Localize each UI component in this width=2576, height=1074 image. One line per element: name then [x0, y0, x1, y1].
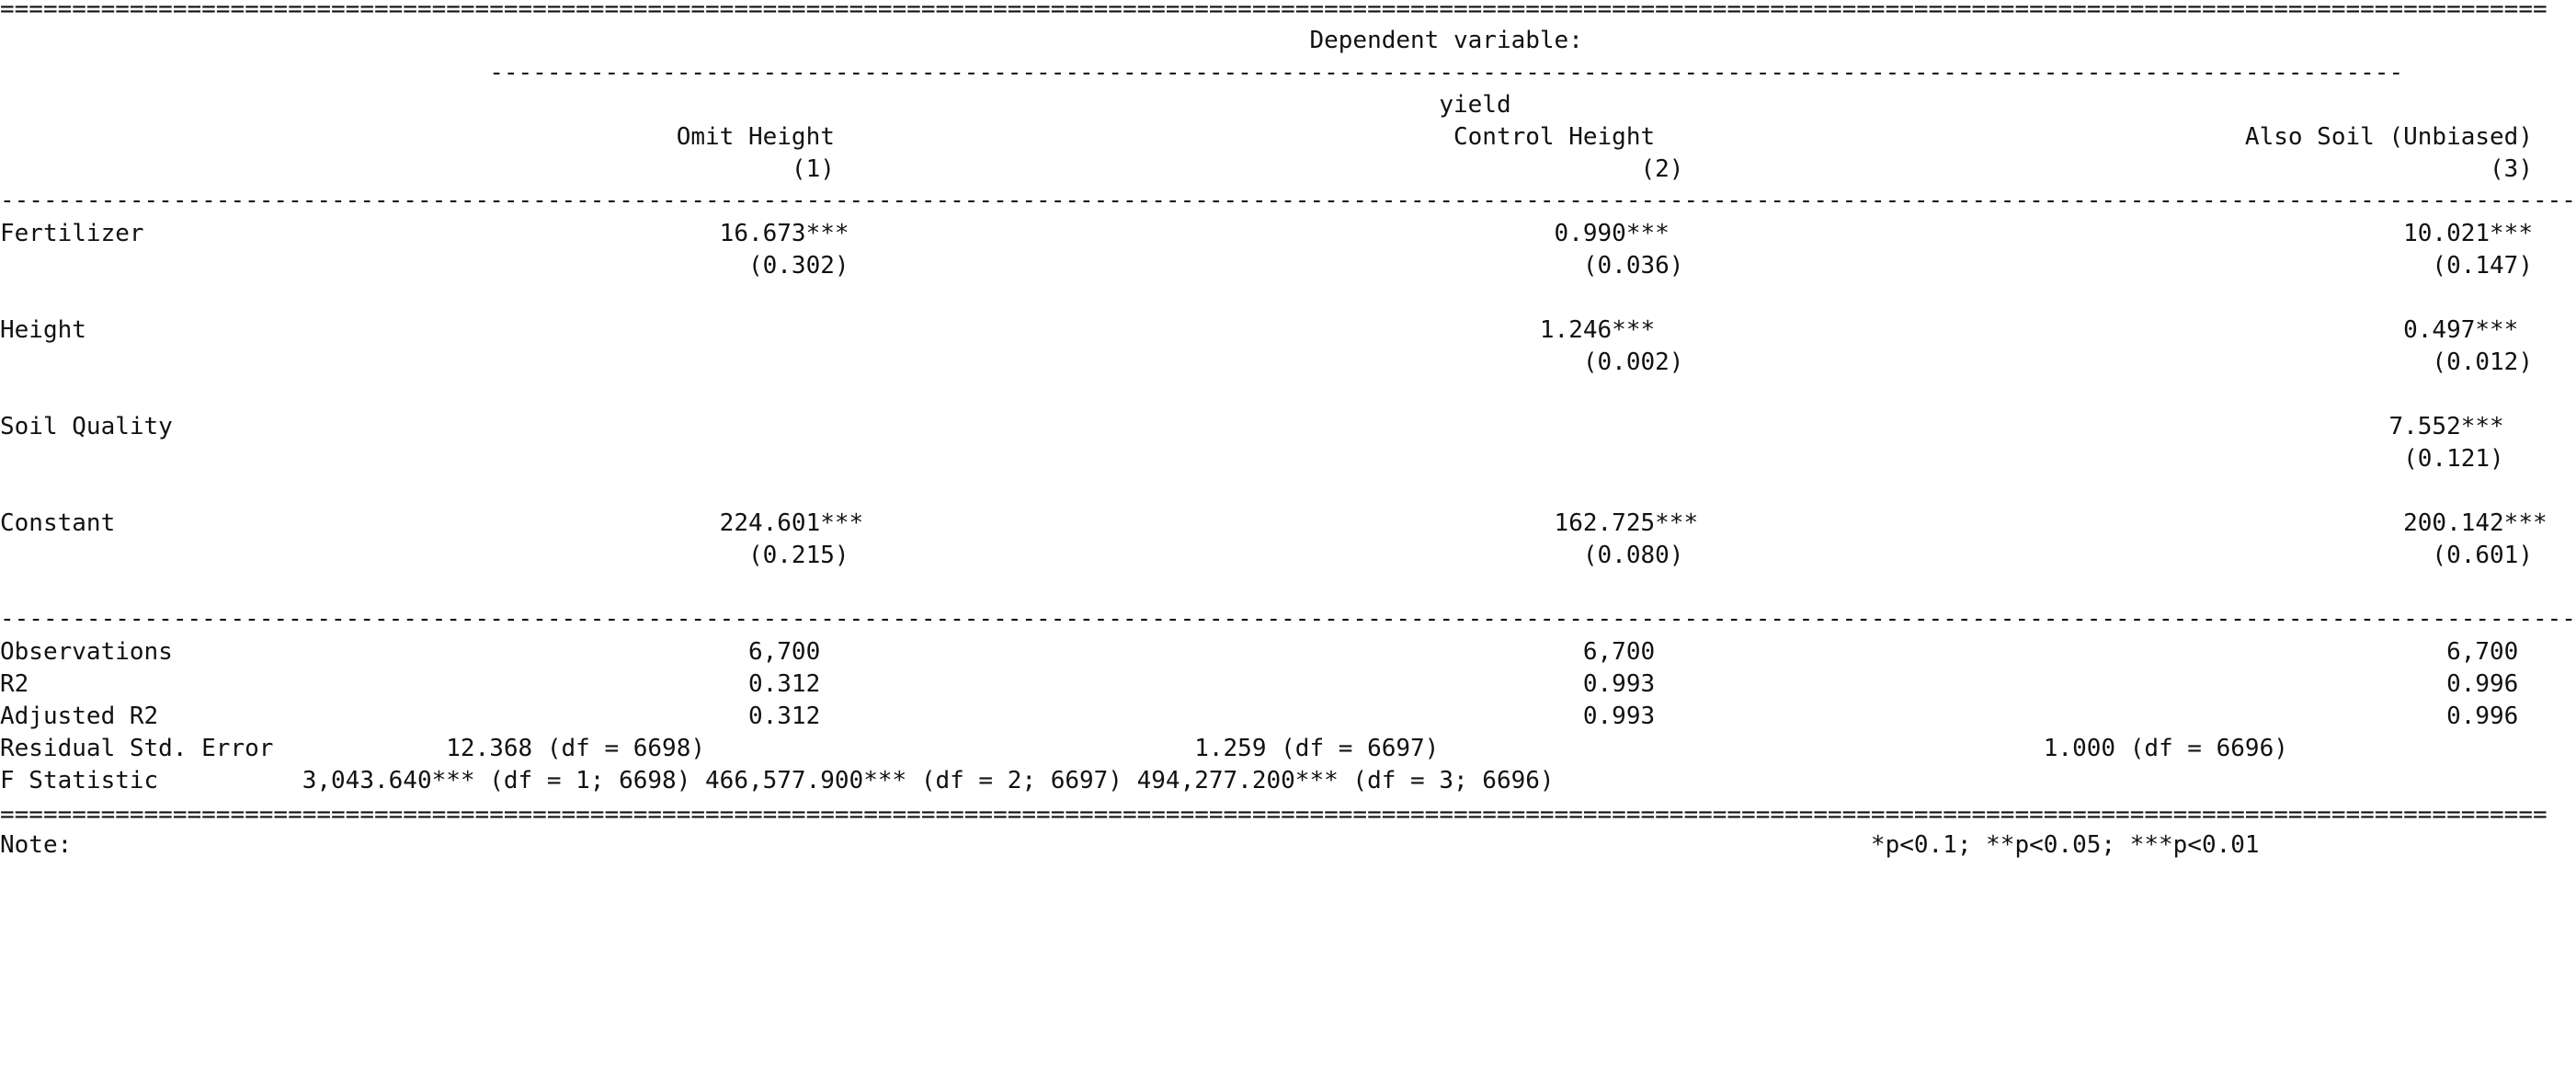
r2-row: R2 0.312 0.993 0.996	[0, 670, 2519, 698]
column-numbers-line: (1) (2) (3)	[0, 155, 2533, 183]
bottom-double-rule: =================================================================================================================================================================================	[0, 801, 2548, 828]
constant-row: Constant 224.601*** 162.725*** 200.142***	[0, 509, 2548, 537]
dependent-variable-rule: -------------------------------------------------------------------------------------------------------------------------------------	[0, 59, 2404, 86]
yield-line: yield	[0, 91, 1511, 119]
column-names-line: Omit Height Control Height Also Soil (Unbiased)	[0, 123, 2533, 151]
top-double-rule: =================================================================================================================================================================================	[0, 0, 2548, 23]
soil-quality-row: Soil Quality 7.552***	[0, 413, 2504, 440]
observations-row: Observations 6,700 6,700 6,700	[0, 638, 2519, 666]
constant-se-row: (0.215) (0.080) (0.601)	[0, 542, 2533, 569]
adjusted-r2-row: Adjusted R2 0.312 0.993 0.996	[0, 703, 2519, 730]
dependent-variable-line: Dependent variable:	[0, 27, 1583, 54]
fertilizer-row: Fertilizer 16.673*** 0.990*** 10.021***	[0, 220, 2533, 247]
stats-separator-rule: -----------------------------------------------------------------------------------------------------------------------------------------------------------------------------------	[0, 605, 2576, 633]
height-row: Height 1.246*** 0.497***	[0, 316, 2519, 344]
header-separator-rule: -----------------------------------------------------------------------------------------------------------------------------------------------------------------------------------	[0, 187, 2576, 214]
height-se-row: (0.002) (0.012)	[0, 348, 2533, 376]
f-statistic-row: F Statistic 3,043.640*** (df = 1; 6698) 466,577.900*** (df = 2; 6697) 494,277.200*** (df = 3; 6696)	[0, 767, 1555, 794]
residual-std-error-row: Residual Std. Error 12.368 (df = 6698) 1.259 (df = 6697) 1.000 (df = 6696)	[0, 735, 2288, 762]
note-row: Note: *p<0.1; **p<0.05; ***p<0.01	[0, 831, 2260, 859]
fertilizer-se-row: (0.302) (0.036) (0.147)	[0, 252, 2533, 280]
soil-quality-se-row: (0.121)	[0, 445, 2504, 473]
